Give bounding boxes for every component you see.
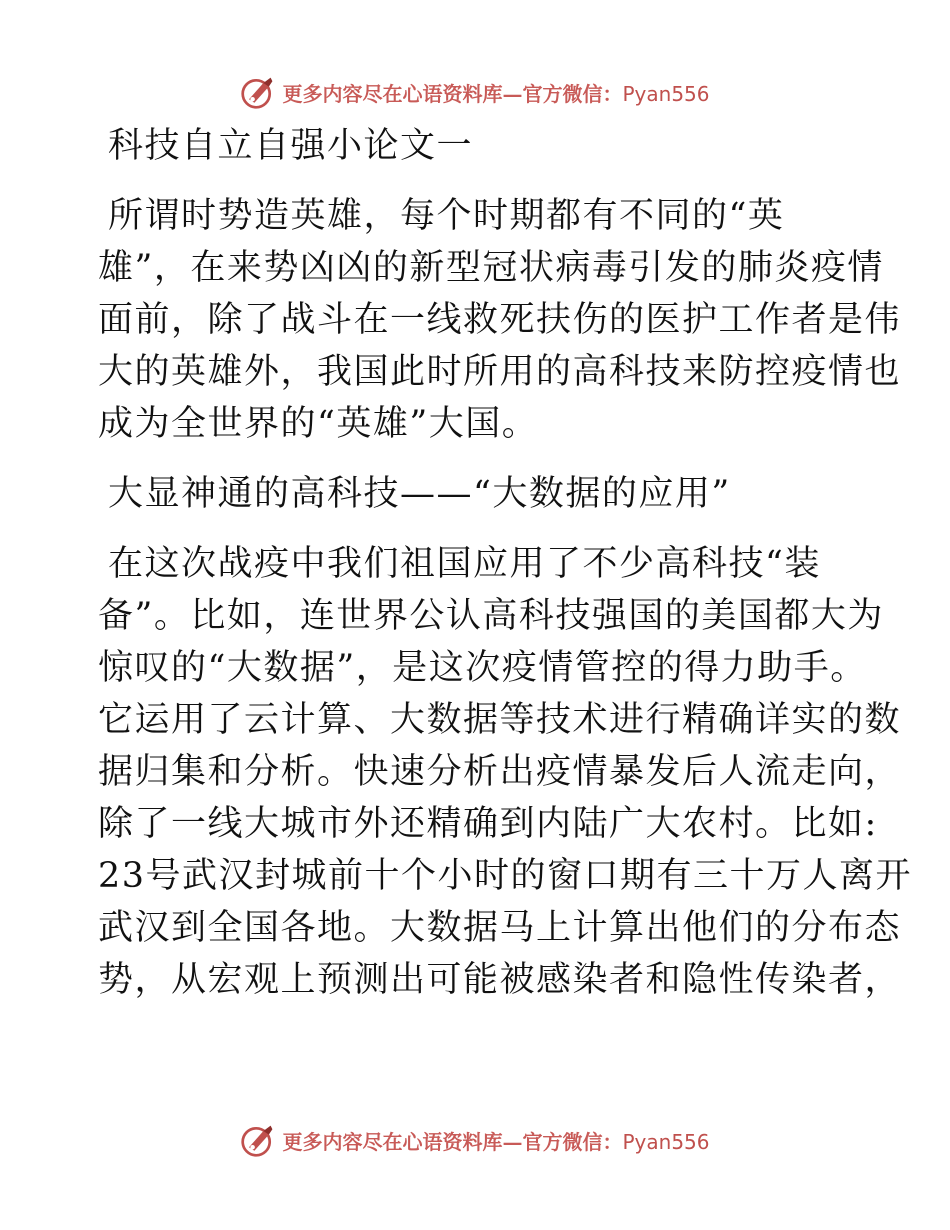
paragraph-1-line: 成为全世界的“英雄”大国。	[98, 404, 539, 444]
paragraph-2-line: 惊叹的“大数据”，是这次疫情管控的得力助手。	[98, 648, 867, 688]
paragraph-2-line: 它运用了云计算、大数据等技术进行精确详实的数	[98, 700, 902, 740]
pen-logo-icon	[240, 1122, 276, 1158]
paragraph-2-line: 势，从宏观上预测出可能被感染者和隐性传染者，	[98, 960, 902, 1000]
footer-banner-text: 更多内容尽在心语资料库—官方微信：Pyan556	[282, 1129, 710, 1154]
paragraph-2-line: 据归集和分析。快速分析出疫情暴发后人流走向，	[98, 752, 902, 792]
document-title: 科技自立自强小论文一	[108, 126, 474, 166]
paragraph-1-line: 所谓时势造英雄，每个时期都有不同的“英	[108, 196, 785, 236]
paragraph-2-line: 除了一线大城市外还精确到内陆广大农村。比如:	[98, 804, 878, 844]
header-banner	[0, 70, 950, 114]
paragraph-2-line: 备”。比如，连世界公认高科技强国的美国都大为	[98, 596, 884, 636]
section-subtitle: 大显神通的高科技——“大数据的应用”	[108, 474, 731, 514]
paragraph-2-line: 武汉到全国各地。大数据马上计算出他们的分布态	[98, 908, 902, 948]
paragraph-1-line: 面前，除了战斗在一线救死扶伤的医护工作者是伟	[98, 300, 902, 340]
paragraph-1-line: 大的英雄外，我国此时所用的高科技来防控疫情也	[98, 352, 902, 392]
paragraph-2-line: 23号武汉封城前十个小时的窗口期有三十万人离开	[98, 856, 913, 896]
paragraph-2-line: 在这次战疫中我们祖国应用了不少高科技“装	[108, 544, 821, 584]
document-body	[98, 120, 913, 1006]
pen-logo-icon	[240, 74, 276, 110]
header-banner-text: 更多内容尽在心语资料库—官方微信：Pyan556	[282, 81, 710, 106]
paragraph-1-line: 雄”，在来势凶凶的新型冠状病毒引发的肺炎疫情	[98, 248, 884, 288]
footer-banner	[0, 1118, 950, 1162]
